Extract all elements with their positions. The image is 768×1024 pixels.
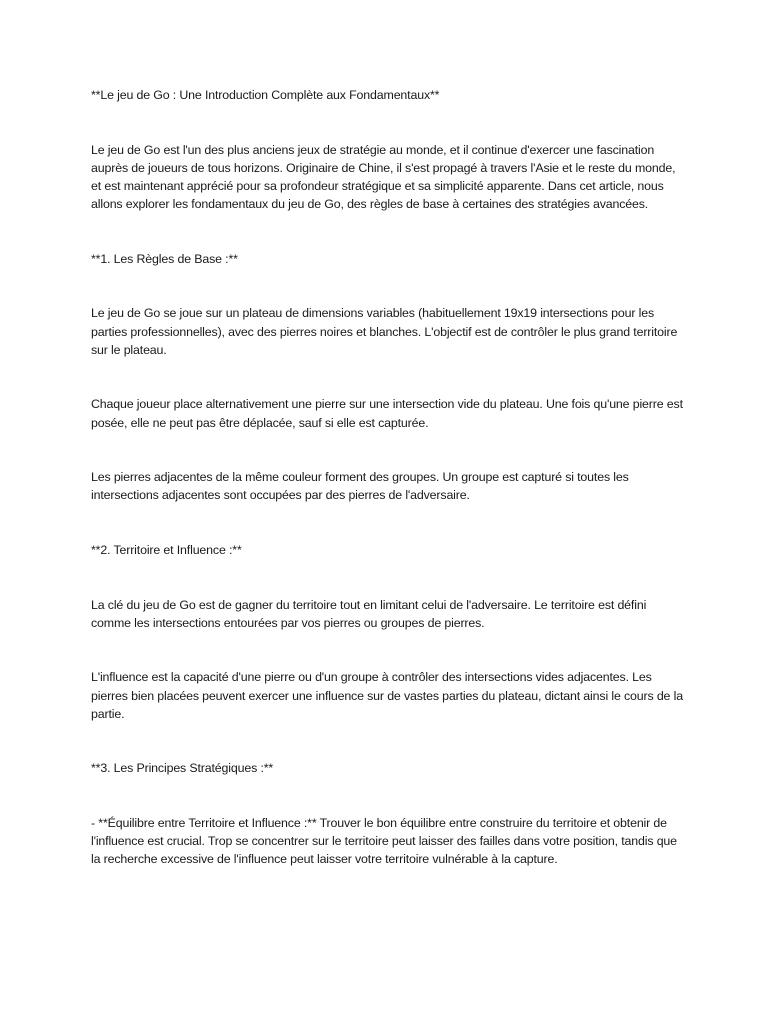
rules-paragraph-placement: Chaque joueur place alternativement une pierre sur une intersection vide du plateau. Une fois qu'une pierre est posée, elle ne peut pas être déplacée, sauf si elle est capturée. [91,397,683,430]
territory-paragraph: La clé du jeu de Go est de gagner du territoire tout en limitant celui de l'adversaire. Le territoire est défini comme les intersections entourées par vos pierres ou groupes de pierres. [91,597,647,630]
document-body [91,86,683,905]
document-title: **Le jeu de Go : Une Introduction Complète aux Fondamentaux** [91,88,440,102]
section-heading-strategy: **3. Les Principes Stratégiques :** [91,761,274,776]
influence-paragraph: L'influence est la capacité d'une pierre ou d'un groupe à contrôler des intersections vides adjacentes. Les pierres bien placées peuvent exercer une influence sur de vastes parties du plateau, dictant ainsi le cours de la partie. [91,670,683,721]
rules-paragraph-board: Le jeu de Go se joue sur un plateau de dimensions variables (habituellement 19x19 intersections pour les parties professionnelles), avec des pierres noires et blanches. L'objectif est de contrôler le plus grand territoire sur le plateau. [91,306,678,357]
strategy-bullet-balance: - **Équilibre entre Territoire et Influence :** Trouver le bon équilibre entre construire du territoire et obtenir de l'influence est crucial. Trop se concentrer sur le territoire peut laisser des failles dans votre position, tandis que la recherche excessive de l'influence peut laisser votre territoire vulnérable à la capture. [91,815,677,867]
section-heading-rules: **1. Les Règles de Base :** [91,251,238,266]
intro-paragraph: Le jeu de Go est l'un des plus anciens jeux de stratégie au monde, et il continue d'exercer une fascination auprès de joueurs de tous horizons. Originaire de Chine, il s'est propagé à travers l'Asie et le reste du monde, et est maintenant apprécié pour sa profondeur stratégique et sa simplicité apparente. Dans cet article, nous allons explorer les fondamentaux du jeu de Go, des règles de base à certaines des stratégies avancées. [91,142,676,212]
section-heading-territory: **2. Territoire et Influence :** [91,542,242,557]
rules-paragraph-groups: Les pierres adjacentes de la même couleur forment des groupes. Un groupe est capturé si toutes les intersections adjacentes sont occupées par des pierres de l'adversaire. [91,470,629,503]
